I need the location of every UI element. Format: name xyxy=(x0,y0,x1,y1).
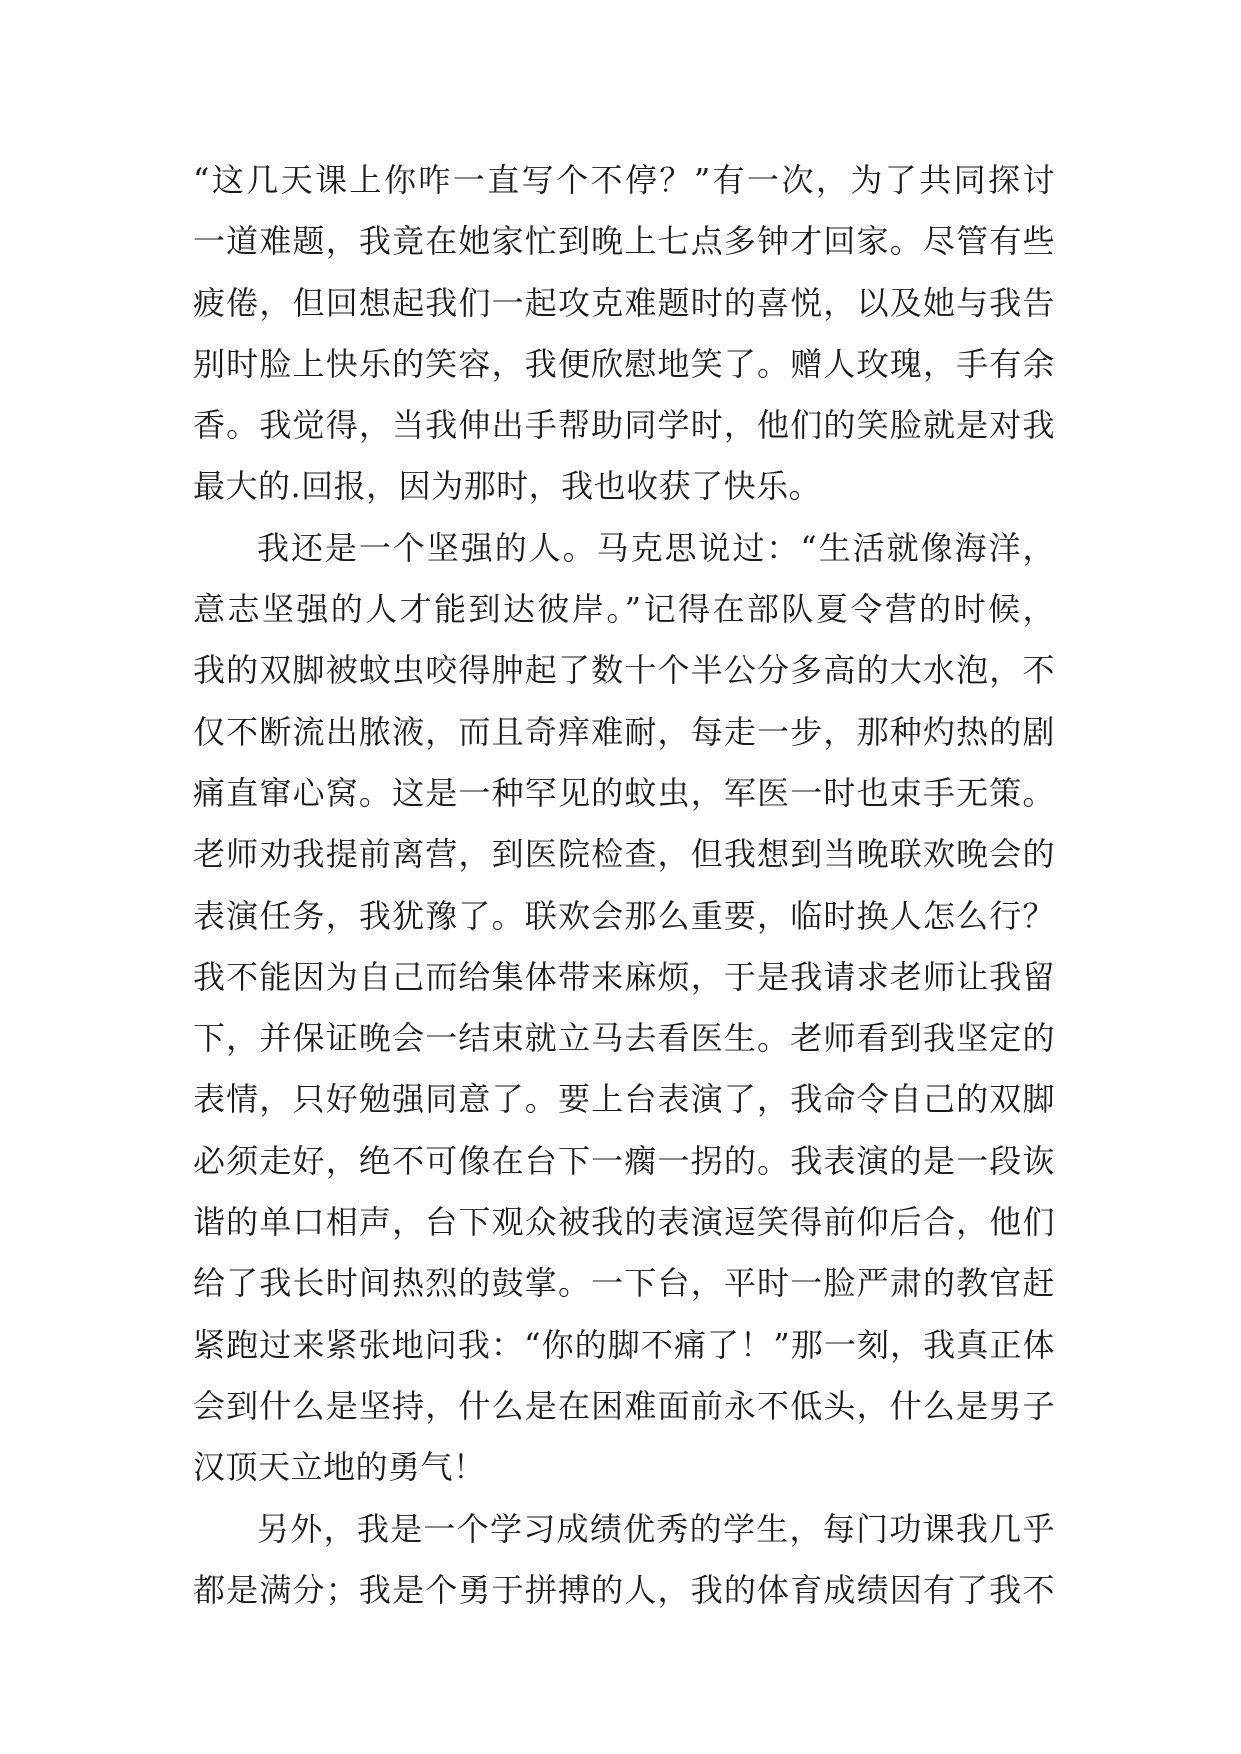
text-line: 给了我长时间热烈的鼓掌。一下台，平时一脸严肃的教官赶 xyxy=(193,1264,1055,1303)
text-line: 疲倦，但回想起我们一起攻克难题时的喜悦，以及她与我告 xyxy=(193,283,1055,322)
paragraph-first-line: 我还是一个坚强的人。马克思说过：“生活就像海洋， xyxy=(257,528,1055,567)
text-line: 最大的.回报，因为那时，我也收获了快乐。 xyxy=(193,467,822,506)
text-line: 香。我觉得，当我伸出手帮助同学时，他们的笑脸就是对我 xyxy=(193,406,1055,445)
text-line: 表演任务，我犹豫了。联欢会那么重要，临时换人怎么行？ xyxy=(193,896,1055,935)
text-line: 下，并保证晚会一结束就立马去看医生。老师看到我坚定的 xyxy=(193,1019,1055,1058)
text-line: 必须走好，绝不可像在台下一瘸一拐的。我表演的是一段诙 xyxy=(193,1141,1055,1180)
text-line: 一道难题，我竟在她家忙到晚上七点多钟才回家。尽管有些 xyxy=(193,222,1055,261)
text-line: 仅不断流出脓液，而且奇痒难耐，每走一步，那种灼热的剧 xyxy=(193,712,1055,751)
text-line: 表情，只好勉强同意了。要上台表演了，我命令自己的双脚 xyxy=(193,1080,1055,1119)
text-line: 会到什么是坚持，什么是在困难面前永不低头，什么是男子 xyxy=(193,1386,1055,1425)
text-line: 意志坚强的人才能到达彼岸。”记得在部队夏令营的时候， xyxy=(193,590,1055,629)
text-line: 痛直窜心窝。这是一种罕见的蚊虫，军医一时也束手无策。 xyxy=(193,773,1055,812)
text-line: 谐的单口相声，台下观众被我的表演逗笑得前仰后合，他们 xyxy=(193,1203,1055,1242)
body-text xyxy=(193,150,1055,1621)
text-line: 我不能因为自己而给集体带来麻烦，于是我请求老师让我留 xyxy=(193,957,1055,996)
text-line: 紧跑过来紧张地问我：“你的脚不痛了！”那一刻，我真正体 xyxy=(193,1325,1055,1364)
text-line: 汉顶天立地的勇气！ xyxy=(193,1448,486,1487)
paragraph-first-line: 另外，我是一个学习成绩优秀的学生，每门功课我几乎 xyxy=(257,1509,1055,1548)
text-line: “这几天课上你咋一直写个不停？”有一次，为了共同探讨 xyxy=(193,161,1055,199)
text-line: 我的双脚被蚊虫咬得肿起了数十个半公分多高的大水泡，不 xyxy=(193,651,1055,690)
text-line: 都是满分；我是个勇于拼搏的人，我的体育成绩因有了我不 xyxy=(193,1570,1055,1609)
text-line: 老师劝我提前离营，到医院检查，但我想到当晚联欢晚会的 xyxy=(193,835,1055,874)
text-line: 别时脸上快乐的笑容，我便欣慰地笑了。赠人玫瑰，手有余 xyxy=(193,344,1055,383)
